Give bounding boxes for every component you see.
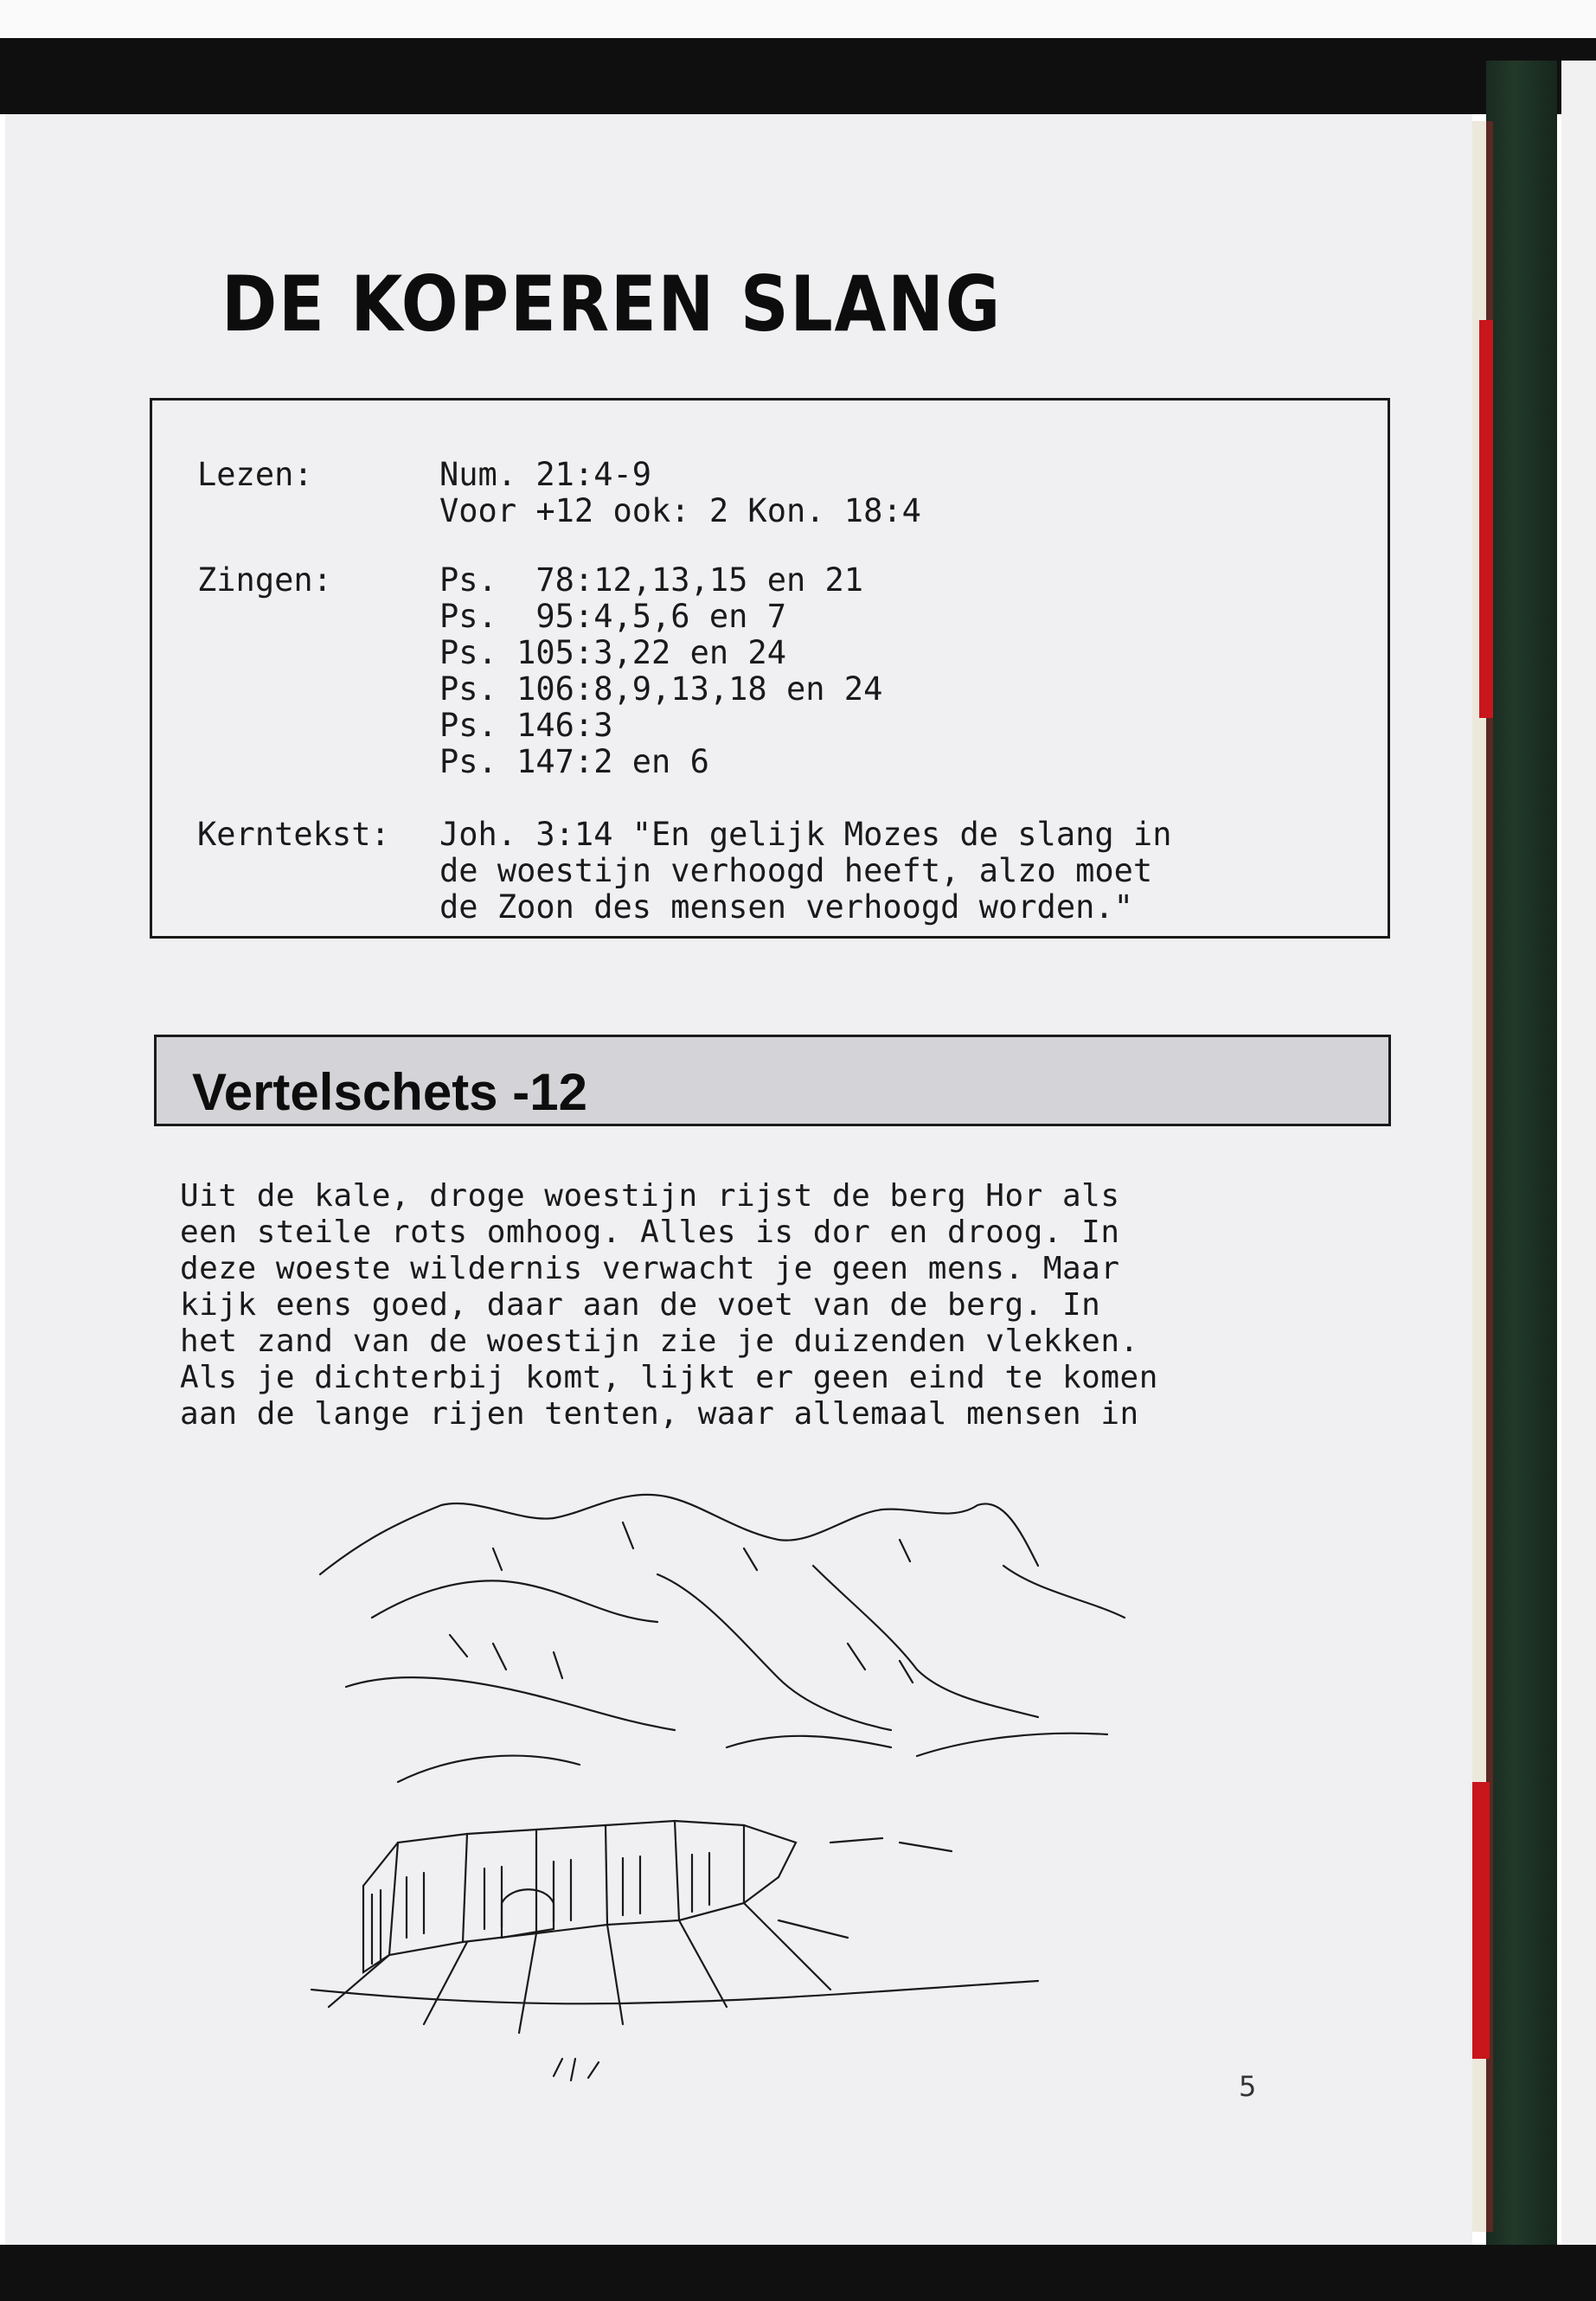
singing-line: Ps. 95:4,5,6 en 7: [439, 598, 786, 635]
section-title: Vertelschets -12: [192, 1063, 587, 1121]
body-line: aan de lange rijen tenten, waar allemaal mensen in: [180, 1396, 1139, 1432]
body-line: een steile rots omhoog. Alles is dor en droog. In: [180, 1215, 1120, 1250]
book-cover-edge: [1486, 61, 1557, 2258]
scan-frame-bottom: [0, 2245, 1596, 2301]
body-line: Uit de kale, droge woestijn rijst de berg Hor als: [180, 1178, 1120, 1214]
singing-line: Ps. 105:3,22 en 24: [439, 634, 786, 671]
body-line: deze woeste wildernis verwacht je geen mens. Maar: [180, 1251, 1120, 1286]
reading-line: Num. 21:4-9: [439, 456, 652, 493]
singing-line: Ps. 147:2 en 6: [439, 743, 709, 780]
singing-line: Ps. 146:3: [439, 707, 613, 744]
key-text-label: Kerntekst:: [197, 816, 390, 853]
scan-margin-right: [1561, 61, 1596, 2258]
key-text-line: Joh. 3:14 "En gelijk Mozes de slang in: [439, 816, 1172, 853]
singing-line: Ps. 106:8,9,13,18 en 24: [439, 670, 883, 708]
book-cover-red-band-bottom: [1472, 1782, 1490, 2059]
reading-label: Lezen:: [197, 456, 313, 493]
reading-line: Voor +12 ook: 2 Kon. 18:4: [439, 492, 921, 529]
scan-margin-top: [0, 0, 1596, 38]
book-cover-red-band-top: [1479, 320, 1493, 718]
singing-label: Zingen:: [197, 561, 332, 599]
page-number: 5: [1239, 2070, 1257, 2103]
desert-tents-icon: [294, 1471, 1263, 2111]
key-text-line: de woestijn verhoogd heeft, alzo moet: [439, 852, 1153, 889]
body-line: kijk eens goed, daar aan de voet van de berg. In: [180, 1287, 1101, 1323]
scan-frame-top: [0, 38, 1596, 114]
body-line: het zand van de woestijn zie je duizenden vlekken.: [180, 1324, 1139, 1359]
body-line: Als je dichterbij komt, lijkt er geen eind te komen: [180, 1360, 1158, 1395]
singing-line: Ps. 78:12,13,15 en 21: [439, 561, 864, 599]
key-text-line: de Zoon des mensen verhoogd worden.": [439, 888, 1133, 926]
page-title: DE KOPEREN SLANG: [221, 260, 1003, 349]
